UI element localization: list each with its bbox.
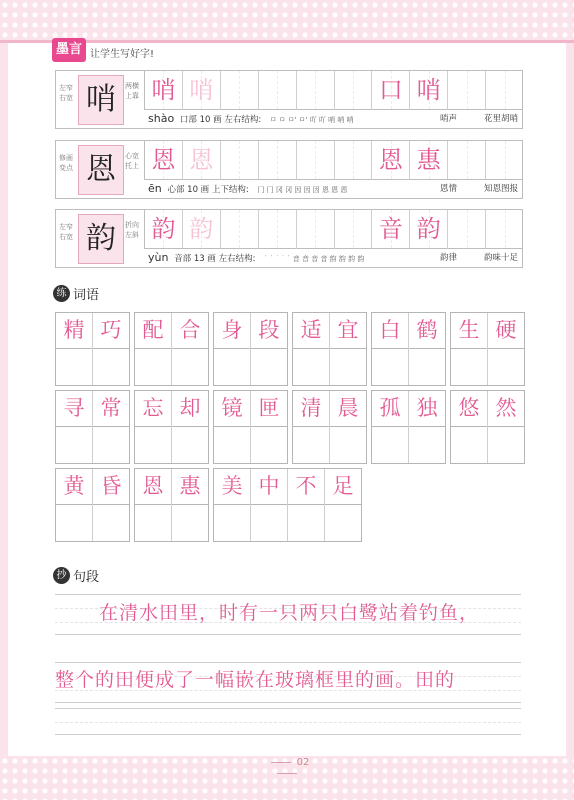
words-section-title xyxy=(53,284,99,303)
practice-cell[interactable] xyxy=(221,141,259,180)
word-box xyxy=(55,468,130,542)
word-char: 忘 xyxy=(142,396,164,420)
example-word: 哨声 xyxy=(440,114,458,124)
practice-cell[interactable]: 哨 xyxy=(183,71,221,110)
word-char: 黄 xyxy=(63,474,85,498)
word-char: 白 xyxy=(379,318,401,342)
left-note: 左窄右宽 xyxy=(59,223,73,241)
word-cell[interactable] xyxy=(135,391,172,463)
word-cell[interactable] xyxy=(56,469,93,541)
word-char: 身 xyxy=(221,318,243,342)
practice-cell[interactable] xyxy=(486,210,523,249)
practice-cell[interactable] xyxy=(335,141,373,180)
word-box xyxy=(55,390,130,464)
example-word: 韵律 xyxy=(440,253,458,263)
stroke-order: ㅁ ㅁ ㅁ' ㅁ' 吖 吖 哨 哨 哨 xyxy=(269,116,354,124)
top-pattern-band xyxy=(0,0,574,40)
word-cell[interactable] xyxy=(172,313,208,385)
practice-cell[interactable] xyxy=(335,210,373,249)
copy-passage-line: 整个的田便成了一幅嵌在玻璃框里的画。田的 xyxy=(55,669,456,691)
word-cell[interactable] xyxy=(172,391,208,463)
word-char: 段 xyxy=(258,318,280,342)
word-cell[interactable] xyxy=(251,391,287,463)
word-box xyxy=(450,390,525,464)
writing-lines[interactable] xyxy=(55,708,521,748)
word-char: 独 xyxy=(416,396,438,420)
practice-cell[interactable]: 恩 xyxy=(372,141,410,180)
word-char: 生 xyxy=(458,318,480,342)
word-cell[interactable] xyxy=(488,313,524,385)
practice-cell[interactable] xyxy=(448,71,486,110)
word-char: 美 xyxy=(221,474,243,498)
char-info xyxy=(148,181,520,197)
practice-cell[interactable] xyxy=(259,71,297,110)
word-char: 巧 xyxy=(100,318,122,342)
practice-cell[interactable] xyxy=(297,210,335,249)
word-cell[interactable] xyxy=(293,391,330,463)
word-cell[interactable] xyxy=(409,313,445,385)
word-char: 足 xyxy=(332,474,354,498)
word-char: 晨 xyxy=(337,396,359,420)
word-cell[interactable] xyxy=(93,391,129,463)
practice-cell[interactable]: 恩 xyxy=(183,141,221,180)
word-char: 鹤 xyxy=(416,318,438,342)
word-char: 然 xyxy=(495,396,517,420)
word-char: 镜 xyxy=(221,396,243,420)
stroke-order: ˙ ˙ ˙ ˙ ˙ 音 音 音 音 韵 韵 韵 韵 xyxy=(264,255,365,263)
practice-cell[interactable]: 恩 xyxy=(145,141,183,180)
word-cell[interactable] xyxy=(93,313,129,385)
stroke-order: 冂 冂 冈 冈 因 因 因 恩 恩 恩 xyxy=(257,186,348,194)
right-border xyxy=(566,43,574,800)
model-char: 韵 xyxy=(86,221,116,256)
practice-icon: 练 xyxy=(53,285,70,302)
word-box xyxy=(292,390,367,464)
right-note: 心宽托上 xyxy=(125,152,139,170)
word-cell[interactable] xyxy=(330,391,366,463)
word-cell[interactable] xyxy=(325,469,361,541)
practice-cells xyxy=(144,141,523,180)
word-box xyxy=(292,312,367,386)
word-char: 合 xyxy=(179,318,201,342)
word-char: 恩 xyxy=(142,474,164,498)
char-practice-block xyxy=(55,70,523,129)
word-box xyxy=(134,390,209,464)
word-char: 适 xyxy=(300,318,322,342)
word-cell[interactable] xyxy=(214,469,251,541)
practice-cells xyxy=(144,71,523,110)
word-box xyxy=(55,312,130,386)
word-char: 精 xyxy=(63,318,85,342)
word-box xyxy=(371,312,446,386)
char-practice-block xyxy=(55,209,523,268)
word-char: 中 xyxy=(258,474,280,498)
word-cell[interactable] xyxy=(372,391,409,463)
example-idiom: 韵味十足 xyxy=(484,253,519,263)
section-label: 词语 xyxy=(73,288,100,303)
word-char: 匣 xyxy=(258,396,280,420)
radical-structure: 口部 10 画 左右结构: xyxy=(179,115,262,125)
model-char-box xyxy=(78,145,124,195)
practice-cell[interactable] xyxy=(221,210,259,249)
practice-cell[interactable] xyxy=(259,141,297,180)
practice-cell[interactable] xyxy=(259,210,297,249)
word-char: 惠 xyxy=(179,474,201,498)
radical-structure: 心部 10 画 上下结构: xyxy=(167,185,249,195)
word-cell[interactable] xyxy=(93,469,129,541)
word-box xyxy=(134,312,209,386)
radical-structure: 音部 13 画 左右结构: xyxy=(174,254,256,264)
word-char: 清 xyxy=(300,396,322,420)
word-char: 配 xyxy=(142,318,164,342)
word-cell[interactable] xyxy=(372,313,409,385)
word-cell[interactable] xyxy=(214,391,251,463)
practice-cells xyxy=(144,210,523,249)
word-char: 硬 xyxy=(495,318,517,342)
pinyin: yùn xyxy=(148,251,169,264)
word-cell[interactable] xyxy=(488,391,524,463)
char-info xyxy=(148,111,520,127)
word-cell[interactable] xyxy=(135,469,172,541)
slogan: 让学生写好字! xyxy=(90,49,155,60)
word-cell[interactable] xyxy=(135,313,172,385)
practice-cell[interactable] xyxy=(448,210,486,249)
word-char: 孤 xyxy=(379,396,401,420)
example-idiom: 花里胡哨 xyxy=(484,114,519,124)
copy-section-title xyxy=(53,566,99,585)
word-box xyxy=(450,312,525,386)
word-char: 悠 xyxy=(458,396,480,420)
practice-cell[interactable] xyxy=(448,141,486,180)
model-char: 恩 xyxy=(86,152,116,187)
word-char: 却 xyxy=(179,396,201,420)
word-box xyxy=(213,312,288,386)
word-cell[interactable] xyxy=(214,313,251,385)
practice-cell[interactable]: 音 xyxy=(372,210,410,249)
brand-logo: 墨言 xyxy=(52,38,86,62)
char-info xyxy=(148,250,520,266)
word-cell[interactable] xyxy=(409,391,445,463)
practice-cell[interactable] xyxy=(221,71,259,110)
word-box xyxy=(213,390,288,464)
practice-cell[interactable]: 哨 xyxy=(410,71,448,110)
example-word: 恩情 xyxy=(440,184,458,194)
word-cell[interactable] xyxy=(288,469,325,541)
copy-icon: 抄 xyxy=(53,567,70,584)
word-char: 昏 xyxy=(100,474,122,498)
left-note: 修画变点 xyxy=(59,154,73,172)
pinyin: ēn xyxy=(148,182,162,195)
left-border xyxy=(0,43,8,800)
right-note: 折向左斜 xyxy=(125,221,139,239)
word-cell[interactable] xyxy=(251,469,288,541)
practice-cell[interactable]: 韵 xyxy=(145,210,183,249)
char-practice-block xyxy=(55,140,523,199)
practice-cell[interactable] xyxy=(335,71,373,110)
practice-cell[interactable]: 口 xyxy=(372,71,410,110)
page-number: 02 xyxy=(250,757,324,779)
model-char-box xyxy=(78,214,124,264)
top-divider xyxy=(0,40,574,43)
word-box xyxy=(213,468,362,542)
word-cell[interactable] xyxy=(330,313,366,385)
word-box xyxy=(134,468,209,542)
pinyin: shào xyxy=(148,112,175,125)
word-cell[interactable] xyxy=(56,313,93,385)
word-cell[interactable] xyxy=(56,391,93,463)
practice-cell[interactable] xyxy=(297,141,335,180)
word-char: 不 xyxy=(295,474,317,498)
word-char: 宜 xyxy=(337,318,359,342)
right-note: 两横上靠 xyxy=(125,82,139,100)
word-char: 常 xyxy=(100,396,122,420)
practice-cell[interactable]: 哨 xyxy=(145,71,183,110)
word-cell[interactable] xyxy=(251,313,287,385)
word-cell[interactable] xyxy=(451,391,488,463)
word-cell[interactable] xyxy=(293,313,330,385)
practice-cell[interactable]: 惠 xyxy=(410,141,448,180)
practice-cell[interactable]: 韵 xyxy=(410,210,448,249)
word-char: 寻 xyxy=(63,396,85,420)
left-note: 左窄右宽 xyxy=(59,84,73,102)
practice-cell[interactable] xyxy=(297,71,335,110)
practice-cell[interactable] xyxy=(486,141,523,180)
copy-passage-line: 在清水田里，时有一只两只白鹭站着钓鱼， xyxy=(99,602,480,624)
section-label: 句段 xyxy=(73,570,100,585)
model-char: 哨 xyxy=(86,82,116,117)
model-char-box xyxy=(78,75,124,125)
word-box xyxy=(371,390,446,464)
word-cell[interactable] xyxy=(451,313,488,385)
example-idiom: 知恩图报 xyxy=(484,184,519,194)
practice-cell[interactable]: 韵 xyxy=(183,210,221,249)
practice-cell[interactable] xyxy=(486,71,523,110)
word-cell[interactable] xyxy=(172,469,208,541)
